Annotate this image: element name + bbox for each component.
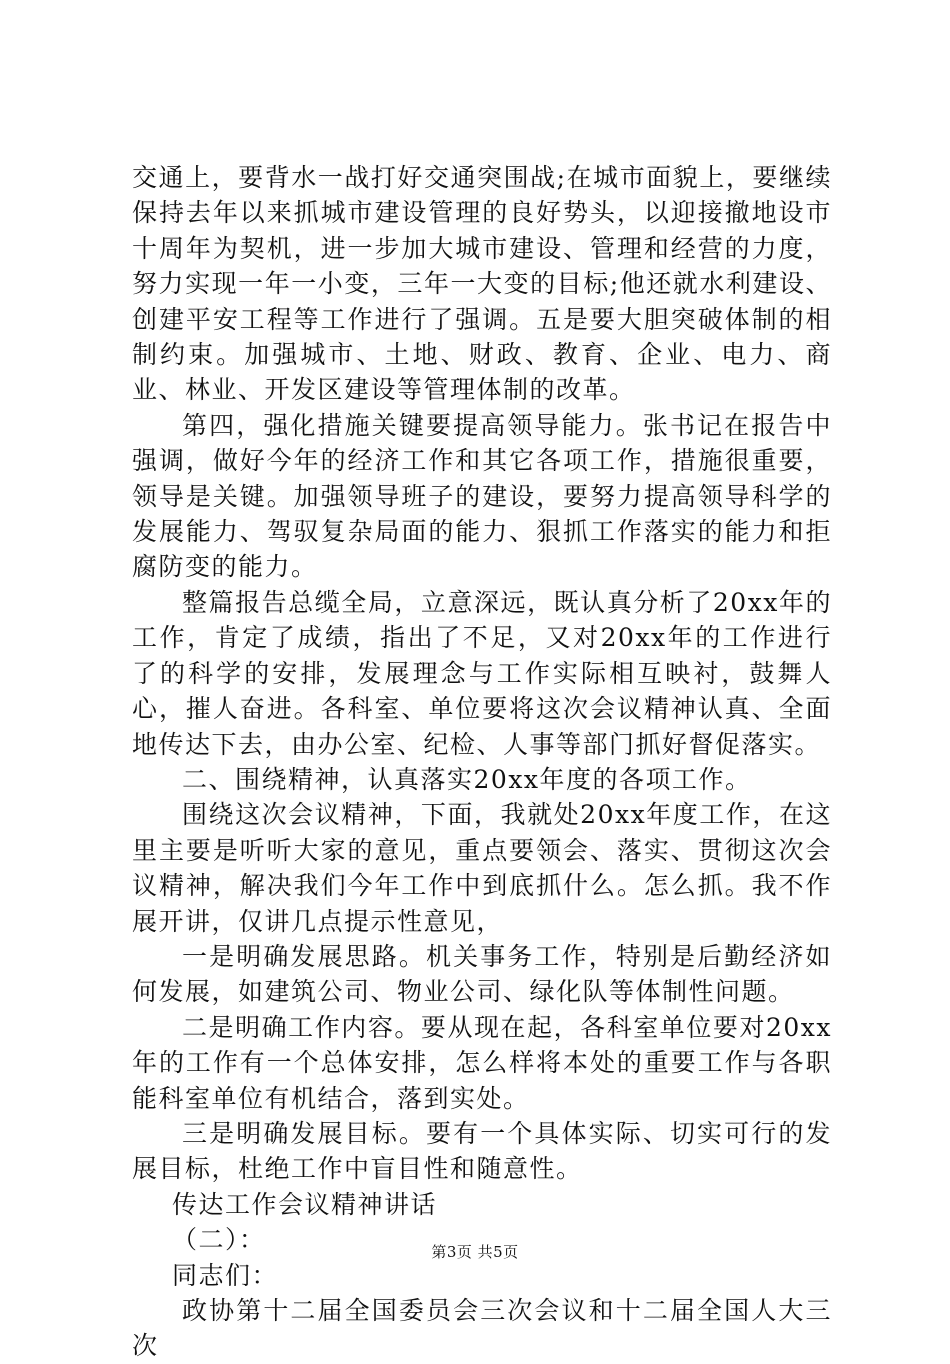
paragraph-point-three: 三是明确发展目标。要有一个具体实际、切实可行的发展目标，杜绝工作中盲目性和随意性。 [132,1118,832,1184]
paragraph-point-two: 二是明确工作内容。要从现在起，各科室单位要对20xx年的工作有一个总体安排，怎么样将本处的重要工作与各职能科室单位有机结合，落到实处。 [132,1012,832,1113]
paragraph-meeting-spirit: 围绕这次会议精神，下面，我就处20xx年度工作，在这里主要是听听大家的意见，重点要领会、落实、贯彻这次会议精神，解决我们今年工作中到底抓什么。怎么抓。我不作展开讲，仅讲几点提示性意见， [132,800,832,936]
salutation: 同志们： [172,1260,279,1290]
speech-title: 传达工作会议精神讲话 [172,1189,438,1219]
page-footer: 第3页 共5页 [431,1243,519,1261]
paragraph-leadership: 第四，强化措施关键要提高领导能力。张书记在报告中强调，做好今年的经济工作和其它各项工作，措施很重要，领导是关键。加强领导班子的建设，要努力提高领导科学的发展能力、驾驭复杂局面的能力、狠抓工作落实的能力和拒腐防变的能力。 [132,410,832,582]
paragraph-report-summary: 整篇报告总缆全局，立意深远，既认真分析了20xx年的工作，肯定了成绩，指出了不足，又对20xx年的工作进行了的科学的安排，发展理念与工作实际相互映衬，鼓舞人心，摧人奋进。各科室、单位要将这次会议精神认真、全面地传达下去，由办公室、纪检、人事等部门抓好督促落实。 [132,587,832,759]
speech-subtitle: （二）： [172,1225,266,1255]
paragraph-city-construction: 交通上，要背水一战打好交通突围战;在城市面貌上，要继续保持去年以来抓城市建设管理的良好势头，以迎接撤地设市十周年为契机，进一步加大城市建设、管理和经营的力度，努力实现一年一小变，三年一大变的目标;他还就水利建设、创建平安工程等工作进行了强调。五是要大胆突破体制的相制约束。加强城市、土地、财政、教育、企业、电力、商业、林业、开发区建设等管理体制的改革。 [132,163,832,405]
paragraph-point-one: 一是明确发展思路。机关事务工作，特别是后勤经济如何发展，如建筑公司、物业公司、绿化队等体制性问题。 [132,941,832,1007]
section-heading-two: 二、围绕精神，认真落实20xx年度的各项工作。 [182,764,752,794]
paragraph-cppcc: 政协第十二届全国委员会三次会议和十二届全国人大三次 [132,1296,832,1361]
document-body [132,160,832,1364]
